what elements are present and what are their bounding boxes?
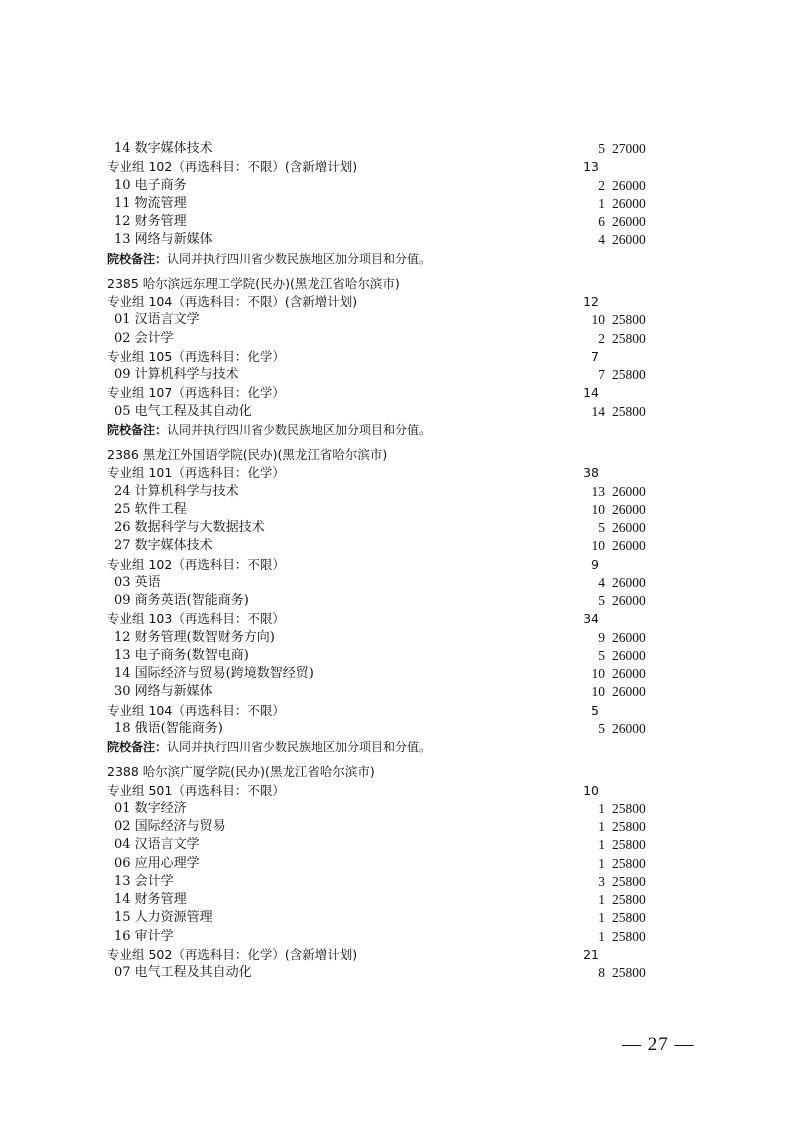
- tuition-fee: 25800: [612, 819, 646, 834]
- major-row: [107, 800, 667, 818]
- group-row: [107, 610, 667, 628]
- major-row: [107, 574, 667, 592]
- major-name: 30 网络与新媒体: [114, 684, 213, 700]
- major-name: 04 汉语言文学: [114, 837, 200, 853]
- major-row: [107, 928, 667, 946]
- plan-count: 5: [598, 520, 605, 535]
- school-note: [107, 421, 667, 439]
- tuition-fee: 26000: [612, 647, 646, 663]
- group-row: [107, 702, 667, 720]
- plan-count: 5: [598, 647, 605, 663]
- major-name: 25 软件工程: [114, 501, 187, 517]
- major-row: [107, 537, 667, 555]
- major-name: 01 汉语言文学: [114, 312, 200, 328]
- major-row: [107, 519, 667, 537]
- plan-count: 13: [591, 483, 605, 499]
- plan-count: 1: [598, 800, 605, 816]
- major-name: 26 数据科学与大数据技术: [114, 520, 265, 535]
- major-row: [107, 140, 667, 158]
- plan-count: 10: [591, 538, 605, 554]
- school-name: 2388 哈尔滨广厦学院(民办)(黑龙江省哈尔滨市): [107, 764, 375, 780]
- major-name: 11 物流管理: [114, 195, 187, 211]
- plan-count: 7: [598, 367, 605, 382]
- plan-count: 10: [591, 666, 605, 681]
- plan-count: 2: [598, 177, 605, 193]
- note-text-wrap: [107, 421, 431, 439]
- major-row: [107, 403, 667, 421]
- note-label: 院校备注：: [107, 422, 168, 437]
- note-text: 认同并执行四川省少数民族地区加分项目和分值。: [167, 422, 432, 437]
- group-name: 专业组 104（再选科目：不限）: [107, 702, 285, 718]
- group-name: 专业组 103（再选科目：不限）: [107, 611, 285, 627]
- group-count: 14: [583, 385, 599, 401]
- school-note: [107, 250, 667, 268]
- tuition-fee: 26000: [612, 666, 646, 681]
- plan-count: 1: [598, 195, 605, 211]
- note-label: 院校备注：: [107, 740, 168, 754]
- group-count: 5: [591, 702, 599, 718]
- school-name: 2385 哈尔滨远东理工学院(民办)(黑龙江省哈尔滨市): [107, 275, 400, 291]
- major-name: 14 国际经济与贸易(跨境数智经贸): [114, 666, 314, 681]
- major-row: [107, 483, 667, 501]
- major-name: 02 国际经济与贸易: [114, 819, 226, 834]
- note-text-wrap: [107, 738, 431, 756]
- school-row: [107, 275, 667, 293]
- major-name: 15 人力资源管理: [114, 910, 213, 926]
- major-row: [107, 964, 667, 982]
- tuition-fee: 25800: [612, 403, 646, 419]
- tuition-fee: 25800: [612, 928, 646, 944]
- tuition-fee: 25800: [612, 800, 646, 816]
- major-row: [107, 195, 667, 213]
- plan-count: 10: [591, 312, 605, 328]
- group-count: 10: [583, 782, 599, 798]
- group-row: [107, 384, 667, 402]
- major-row: [107, 330, 667, 348]
- tuition-fee: 25800: [612, 873, 646, 889]
- major-row: [107, 909, 667, 927]
- group-row: [107, 782, 667, 800]
- major-name: 14 财务管理: [114, 892, 187, 907]
- group-count: 12: [583, 294, 599, 309]
- major-name: 09 计算机科学与技术: [114, 367, 239, 382]
- note-text: 认同并执行四川省少数民族地区加分项目和分值。: [167, 740, 432, 754]
- tuition-fee: 26000: [612, 720, 646, 736]
- group-count: 34: [583, 611, 599, 627]
- enrollment-plan-list: [107, 140, 667, 982]
- group-name: 专业组 107（再选科目：化学）: [107, 385, 285, 401]
- page-number: — 27 —: [622, 1034, 695, 1055]
- major-name: 18 俄语(智能商务): [114, 720, 223, 736]
- major-name: 09 商务英语(智能商务): [114, 593, 249, 608]
- group-row: [107, 946, 667, 964]
- tuition-fee: 25800: [612, 837, 646, 853]
- plan-count: 5: [598, 141, 605, 156]
- major-name: 02 会计学: [114, 330, 174, 346]
- group-name: 专业组 105（再选科目：化学）: [107, 348, 285, 364]
- group-name: 专业组 101（再选科目：化学）: [107, 465, 285, 481]
- tuition-fee: 25800: [612, 855, 646, 871]
- tuition-fee: 27000: [612, 141, 646, 156]
- tuition-fee: 26000: [612, 177, 646, 193]
- plan-count: 5: [598, 593, 605, 608]
- major-name: 24 计算机科学与技术: [114, 483, 239, 499]
- major-row: [107, 836, 667, 854]
- major-name: 12 财务管理: [114, 214, 187, 229]
- school-row: [107, 446, 667, 464]
- group-count: 9: [591, 556, 599, 572]
- plan-count: 1: [598, 928, 605, 944]
- group-name: 专业组 502（再选科目：化学）(含新增计划): [107, 946, 358, 962]
- tuition-fee: 25800: [612, 312, 646, 328]
- major-row: [107, 873, 667, 891]
- plan-count: 10: [591, 501, 605, 517]
- major-row: [107, 855, 667, 873]
- tuition-fee: 25800: [612, 910, 646, 926]
- major-name: 05 电气工程及其自动化: [114, 403, 252, 419]
- tuition-fee: 26000: [612, 574, 646, 590]
- major-row: [107, 720, 667, 738]
- school-name: 2386 黑龙江外国语学院(民办)(黑龙江省哈尔滨市): [107, 447, 388, 462]
- major-row: [107, 311, 667, 329]
- plan-count: 1: [598, 910, 605, 926]
- major-name: 03 英语: [114, 574, 161, 590]
- group-name: 专业组 102（再选科目：不限）: [107, 556, 285, 572]
- tuition-fee: 26000: [612, 538, 646, 554]
- major-name: 13 会计学: [114, 873, 174, 889]
- school-row: [107, 763, 667, 781]
- tuition-fee: 26000: [612, 501, 646, 517]
- group-row: [107, 556, 667, 574]
- major-name: 06 应用心理学: [114, 855, 200, 871]
- major-row: [107, 213, 667, 231]
- major-row: [107, 683, 667, 701]
- tuition-fee: 25800: [612, 367, 646, 382]
- major-name: 14 数字媒体技术: [114, 141, 213, 156]
- major-row: [107, 891, 667, 909]
- tuition-fee: 26000: [612, 483, 646, 499]
- major-row: [107, 501, 667, 519]
- group-name: 专业组 501（再选科目：不限）: [107, 782, 285, 798]
- school-note: [107, 738, 667, 756]
- tuition-fee: 26000: [612, 593, 646, 608]
- note-text-wrap: [107, 250, 431, 268]
- plan-count: 9: [598, 629, 605, 645]
- major-name: 16 审计学: [114, 928, 174, 944]
- plan-count: 3: [598, 873, 605, 889]
- tuition-fee: 26000: [612, 629, 646, 645]
- note-text: 认同并执行四川省少数民族地区加分项目和分值。: [167, 251, 432, 266]
- plan-count: 10: [591, 684, 605, 700]
- plan-count: 4: [598, 232, 605, 248]
- plan-count: 1: [598, 819, 605, 834]
- group-name: 专业组 104（再选科目：不限）(含新增计划): [107, 294, 358, 309]
- major-row: [107, 647, 667, 665]
- plan-count: 14: [591, 403, 605, 419]
- major-row: [107, 665, 667, 683]
- major-name: 01 数字经济: [114, 800, 187, 816]
- tuition-fee: 26000: [612, 232, 646, 248]
- plan-count: 1: [598, 837, 605, 853]
- plan-count: 5: [598, 720, 605, 736]
- plan-count: 2: [598, 330, 605, 346]
- note-label: 院校备注：: [107, 251, 168, 266]
- tuition-fee: 25800: [612, 965, 646, 980]
- group-name: 专业组 102（再选科目：不限）(含新增计划): [107, 159, 358, 175]
- group-row: [107, 158, 667, 176]
- major-name: 13 网络与新媒体: [114, 232, 213, 248]
- plan-count: 8: [598, 965, 605, 980]
- major-row: [107, 366, 667, 384]
- tuition-fee: 26000: [612, 684, 646, 700]
- major-row: [107, 818, 667, 836]
- major-row: [107, 592, 667, 610]
- major-row: [107, 177, 667, 195]
- major-name: 07 电气工程及其自动化: [114, 965, 252, 980]
- tuition-fee: 25800: [612, 330, 646, 346]
- major-row: [107, 231, 667, 249]
- group-row: [107, 293, 667, 311]
- tuition-fee: 26000: [612, 214, 646, 229]
- tuition-fee: 25800: [612, 892, 646, 907]
- group-row: [107, 348, 667, 366]
- plan-count: 6: [598, 214, 605, 229]
- tuition-fee: 26000: [612, 195, 646, 211]
- plan-count: 1: [598, 855, 605, 871]
- major-row: [107, 629, 667, 647]
- tuition-fee: 26000: [612, 520, 646, 535]
- major-name: 27 数字媒体技术: [114, 538, 213, 554]
- group-count: 21: [583, 946, 599, 962]
- group-count: 7: [591, 348, 599, 364]
- group-count: 13: [583, 159, 599, 175]
- major-name: 13 电子商务(数智电商): [114, 647, 249, 663]
- plan-count: 4: [598, 574, 605, 590]
- plan-count: 1: [598, 892, 605, 907]
- major-name: 12 财务管理(数智财务方向): [114, 629, 275, 645]
- major-name: 10 电子商务: [114, 177, 187, 193]
- group-count: 38: [583, 465, 599, 481]
- group-row: [107, 464, 667, 482]
